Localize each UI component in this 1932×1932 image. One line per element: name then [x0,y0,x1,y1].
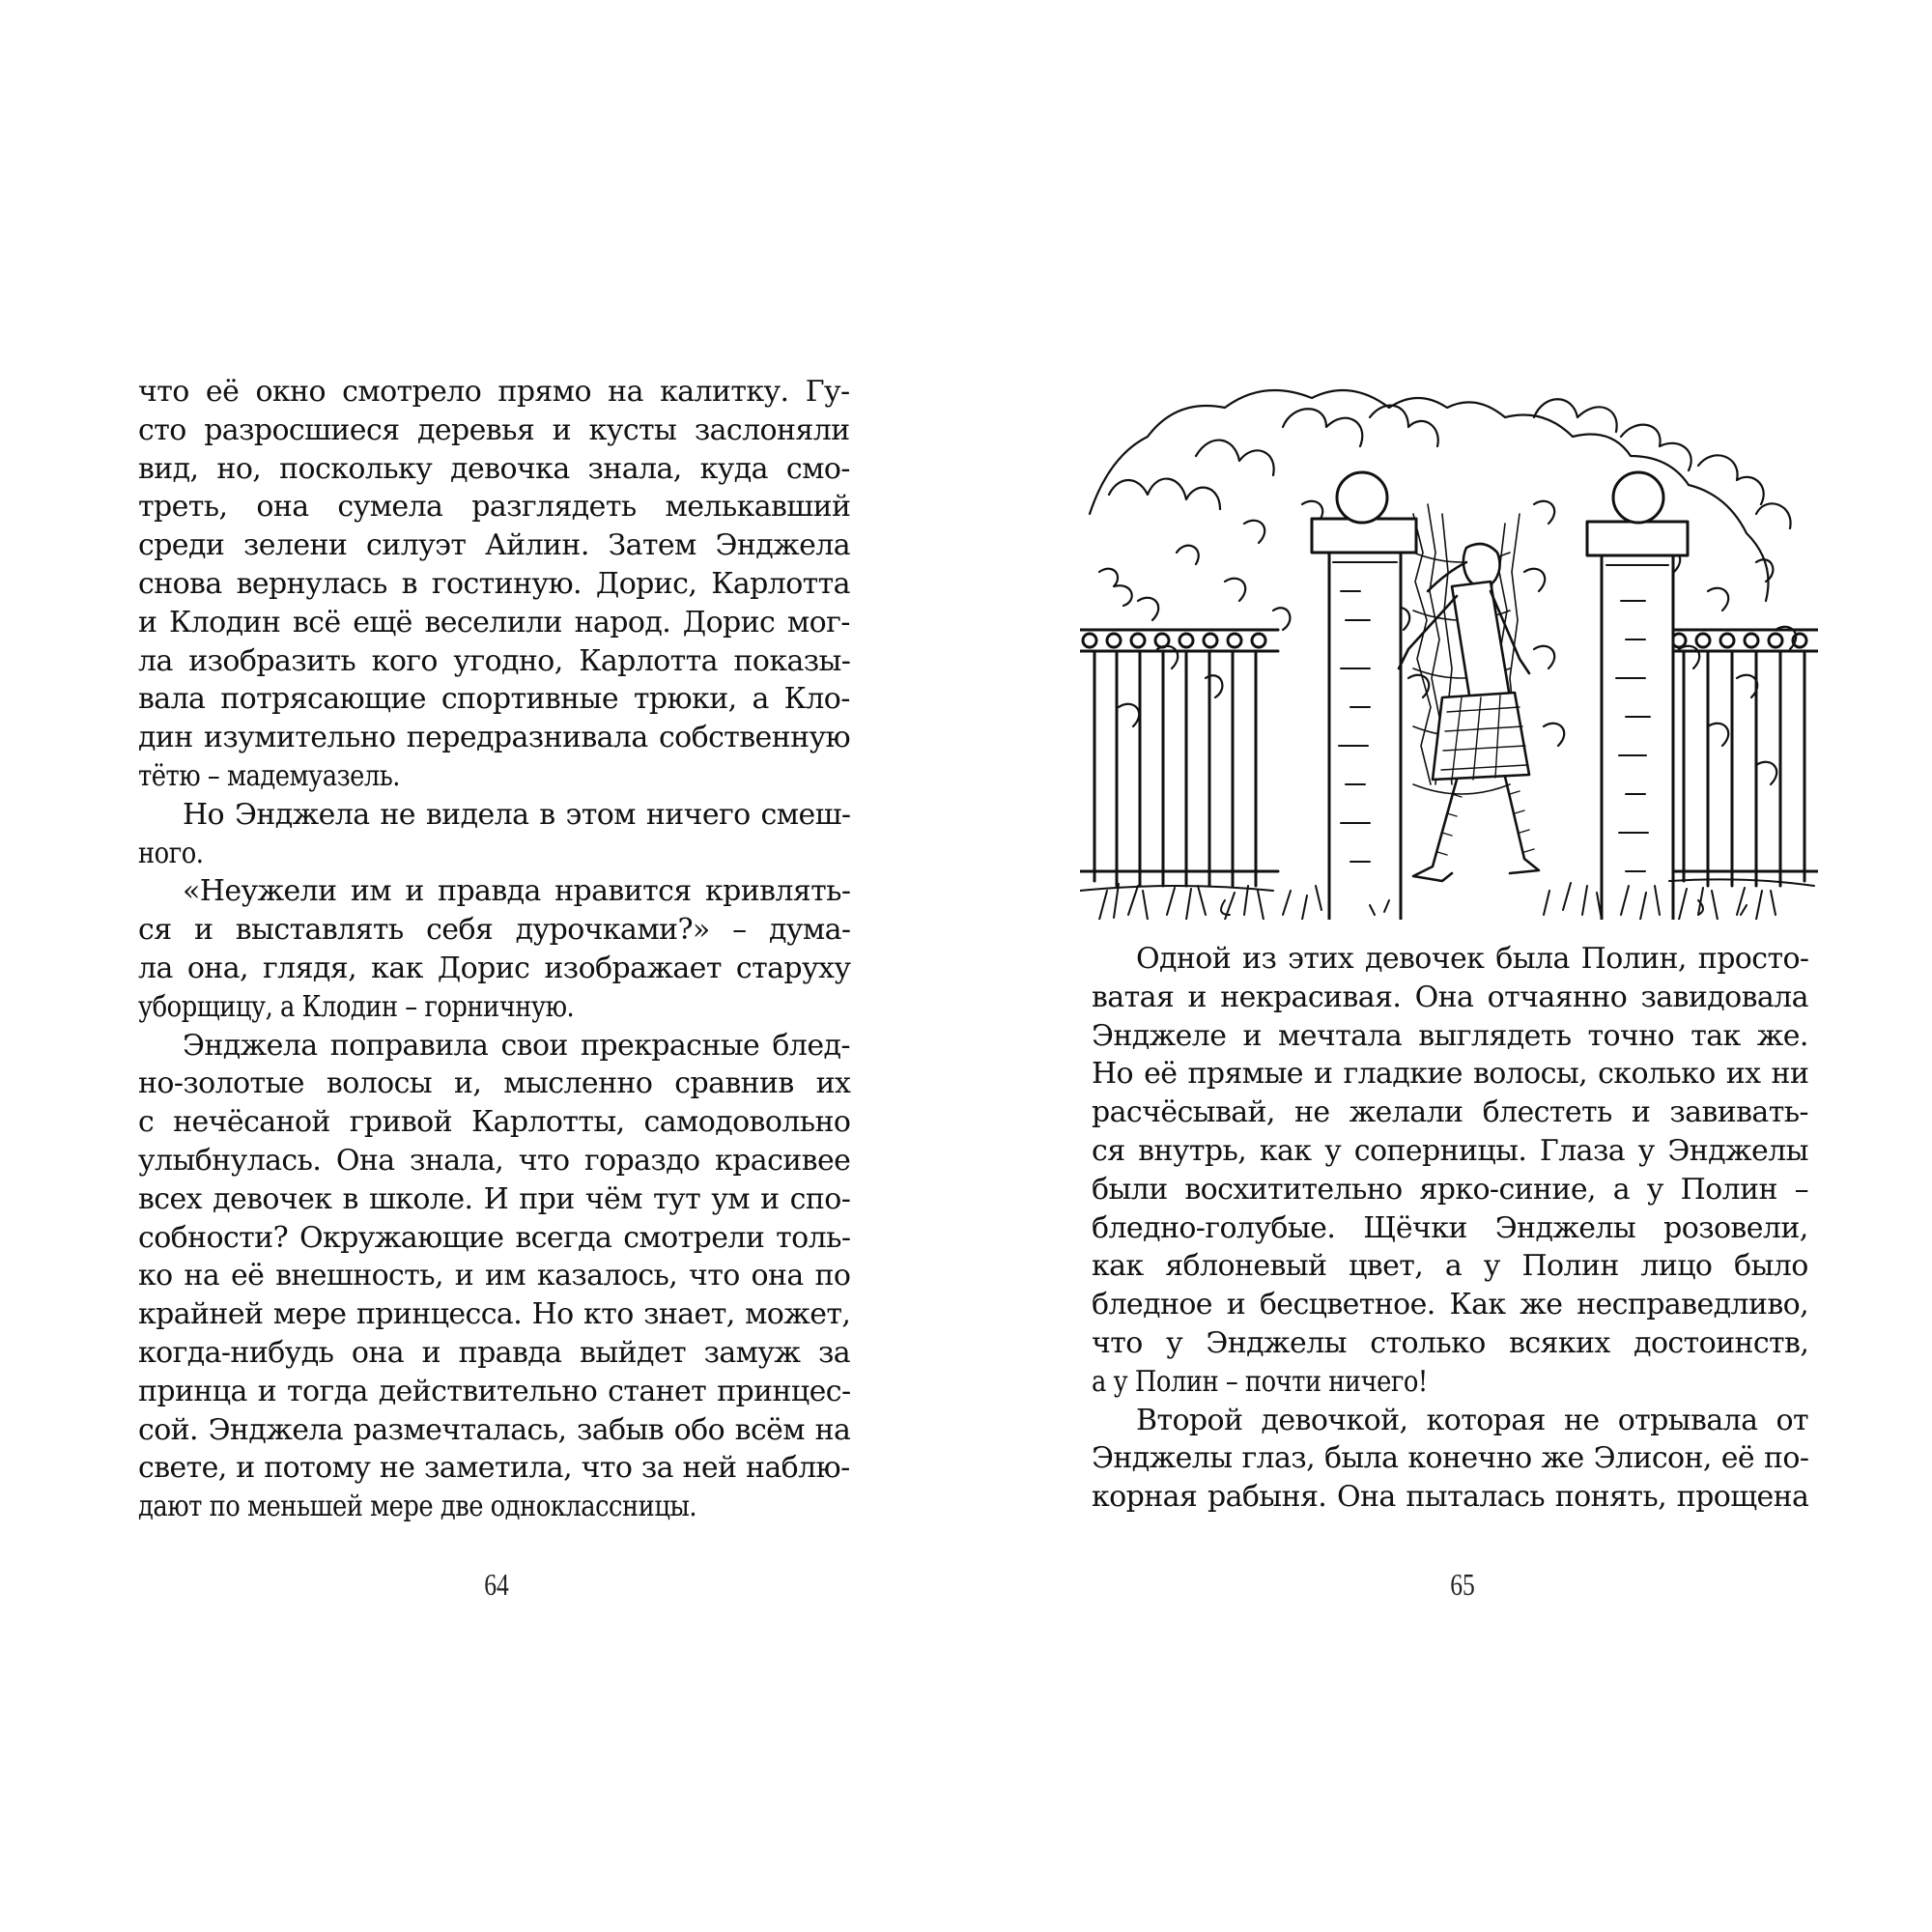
text-line: снова вернулась в гостиную. Дорис, Карлотта [138,566,850,601]
gate-pillar-right-icon [1587,472,1688,920]
text-line: дают по меньшей мере две одноклассницы. [138,1490,697,1524]
text-line: тётю – мадемуазель. [138,758,400,793]
text-line: как яблоневый цвет, а у Полин лицо было [1092,1249,1808,1284]
paragraph-start-line: Одной из этих девочек была Полин, просто- [1136,942,1809,976]
text-line: ла изобразить кого угодно, Карлотта показы- [138,643,851,678]
text-line: вала потрясающие спортивные трюки, а Кло- [138,682,850,717]
text-line: с нечёсаной гривой Карлотты, самодовольно [138,1105,851,1140]
text-line: бледно-голубые. Щёчки Энджелы розовели, [1092,1210,1808,1245]
text-line: ся и выставлять себя дурочками?» – дума- [138,913,851,948]
text-line: ся внутрь, как у соперницы. Глаза у Энджелы [1092,1133,1808,1168]
text-line: ного. [138,836,204,870]
text-line: треть, она сумела разглядеть мелькавший [138,490,851,525]
page-number-left: 64 [484,1567,509,1602]
left-page-text [138,373,850,1526]
text-line: дин изумительно передразнивала собственную [138,721,851,755]
iron-fence-left-icon [1080,630,1278,886]
text-line: улыбнулась. Она знала, что гораздо красивее [138,1143,851,1178]
text-line: уборщицу, а Клодин – горничную. [138,989,575,1024]
text-line: собности? Окружающие всегда смотрели толь- [138,1220,851,1255]
paragraph-start-line: Но Энджела не видела в этом ничего смеш- [183,797,851,832]
text-line: были восхитительно ярко-синие, а у Полин – [1092,1172,1809,1207]
text-line: что её окно смотрело прямо на калитку. Гу- [138,375,850,409]
paragraph-start-line: Второй девочкой, которая не отрывала от [1136,1403,1808,1437]
page-number-right: 65 [1450,1567,1475,1602]
text-line: всех девочек в школе. И при чём тут ум и спо- [138,1181,851,1216]
text-line: а у Полин – почти ничего! [1092,1364,1428,1399]
text-line: что у Энджелы столько всяких достоинств, [1092,1325,1809,1360]
text-line: когда-нибудь она и правда выйдет замуж за [138,1335,851,1370]
text-line: бледное и бесцветное. Как же несправедливо, [1092,1288,1809,1322]
text-line: крайней мере принцесса. Но кто знает, может, [138,1297,851,1332]
iron-fence-right-icon [1669,630,1818,886]
gate-pillar-left-icon [1312,472,1416,920]
text-line: Но её прямые и гладкие волосы, сколько их ни [1092,1057,1809,1092]
text-line: сой. Энджела размечталась, забыв обо всём на [138,1412,851,1447]
paragraph-start-line: Энджела поправила свои прекрасные блед- [183,1028,850,1063]
text-line: ко на её внешность, и им казалось, что она по [138,1259,851,1293]
text-line: ла она, глядя, как Дорис изображает старуху [138,951,851,985]
text-line: и Клодин всё ещё веселили народ. Дорис мог- [138,605,850,639]
paragraph-start-line: «Неужели им и правда нравится кривлять- [183,874,851,909]
text-line: корная рабыня. Она пыталась понять, прощена [1092,1480,1809,1515]
text-line: свете, и потому не заметила, что за ней наблю- [138,1451,850,1486]
text-line: ватая и некрасивая. Она отчаянно завидовала [1092,980,1808,1014]
grass-icon [1080,879,1814,920]
text-line: принца и тогда действительно станет принцес- [138,1374,851,1408]
text-line: сто разросшиеся деревья и кусты заслоняли [138,412,850,447]
text-line: но-золотые волосы и, мысленно сравнив их [138,1066,851,1101]
text-line: Энджелы глаз, была конечно же Элисон, её по- [1092,1441,1809,1476]
gate-illustration [1080,359,1818,920]
text-line: расчёсывай, не желали блестеть и завивать- [1092,1095,1808,1130]
text-line: вид, но, поскольку девочка знала, куда смо- [138,451,850,486]
text-line: среди зелени силуэт Айлин. Затем Энджела [138,528,851,563]
right-page-text [1092,940,1808,1517]
right-page [966,0,1932,1932]
text-line: Энджеле и мечтала выглядеть точно так же. [1092,1018,1808,1053]
